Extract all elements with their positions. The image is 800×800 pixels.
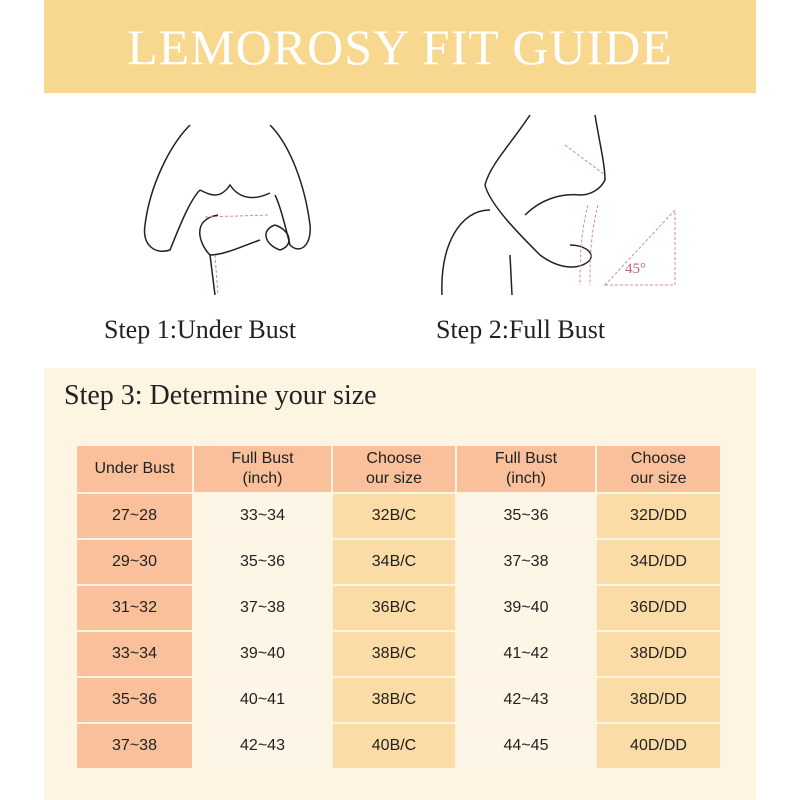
table-cell: 38B/C	[333, 632, 455, 676]
table-cell: 36B/C	[333, 586, 455, 630]
table-cell: 38B/C	[333, 678, 455, 722]
table-cell: 33~34	[194, 494, 331, 538]
table-cell: 34B/C	[333, 540, 455, 584]
table-cell: 41~42	[457, 632, 595, 676]
table-cell: 42~43	[457, 678, 595, 722]
table-cell: 32D/DD	[597, 494, 720, 538]
table-row	[77, 678, 720, 722]
table-cell: 37~38	[194, 586, 331, 630]
size-table	[75, 444, 722, 770]
table-cell: 39~40	[457, 586, 595, 630]
table-cell: 29~30	[77, 540, 192, 584]
angle-label: 45°	[625, 261, 646, 277]
column-header: Under Bust	[77, 446, 192, 492]
table-cell: 37~38	[77, 724, 192, 768]
column-header: Full Bust (inch)	[194, 446, 331, 492]
column-header: Choose our size	[597, 446, 720, 492]
table-cell: 35~36	[457, 494, 595, 538]
title-banner	[44, 0, 756, 93]
table-cell: 38D/DD	[597, 632, 720, 676]
table-cell: 31~32	[77, 586, 192, 630]
table-cell: 39~40	[194, 632, 331, 676]
table-cell: 40~41	[194, 678, 331, 722]
table-row	[77, 586, 720, 630]
column-header: Choose our size	[333, 446, 455, 492]
table-row	[77, 724, 720, 768]
table-cell: 32B/C	[333, 494, 455, 538]
full-bust-illustration	[430, 105, 680, 300]
table-cell: 42~43	[194, 724, 331, 768]
column-header: Full Bust (inch)	[457, 446, 595, 492]
table-cell: 44~45	[457, 724, 595, 768]
under-bust-illustration	[130, 105, 330, 300]
table-cell: 37~38	[457, 540, 595, 584]
table-row	[77, 540, 720, 584]
table-row	[77, 632, 720, 676]
step1-label: Step 1:Under Bust	[104, 315, 297, 344]
page-title: LEMOROSY FIT GUIDE	[127, 18, 673, 75]
table-cell: 35~36	[194, 540, 331, 584]
table-cell: 27~28	[77, 494, 192, 538]
step3-heading: Step 3: Determine your size	[64, 380, 377, 411]
step2-label: Step 2:Full Bust	[436, 315, 606, 344]
table-cell: 36D/DD	[597, 586, 720, 630]
table-row	[77, 494, 720, 538]
table-cell: 40D/DD	[597, 724, 720, 768]
size-panel	[44, 368, 756, 800]
table-cell: 33~34	[77, 632, 192, 676]
table-cell: 34D/DD	[597, 540, 720, 584]
table-cell: 35~36	[77, 678, 192, 722]
table-cell: 38D/DD	[597, 678, 720, 722]
table-cell: 40B/C	[333, 724, 455, 768]
